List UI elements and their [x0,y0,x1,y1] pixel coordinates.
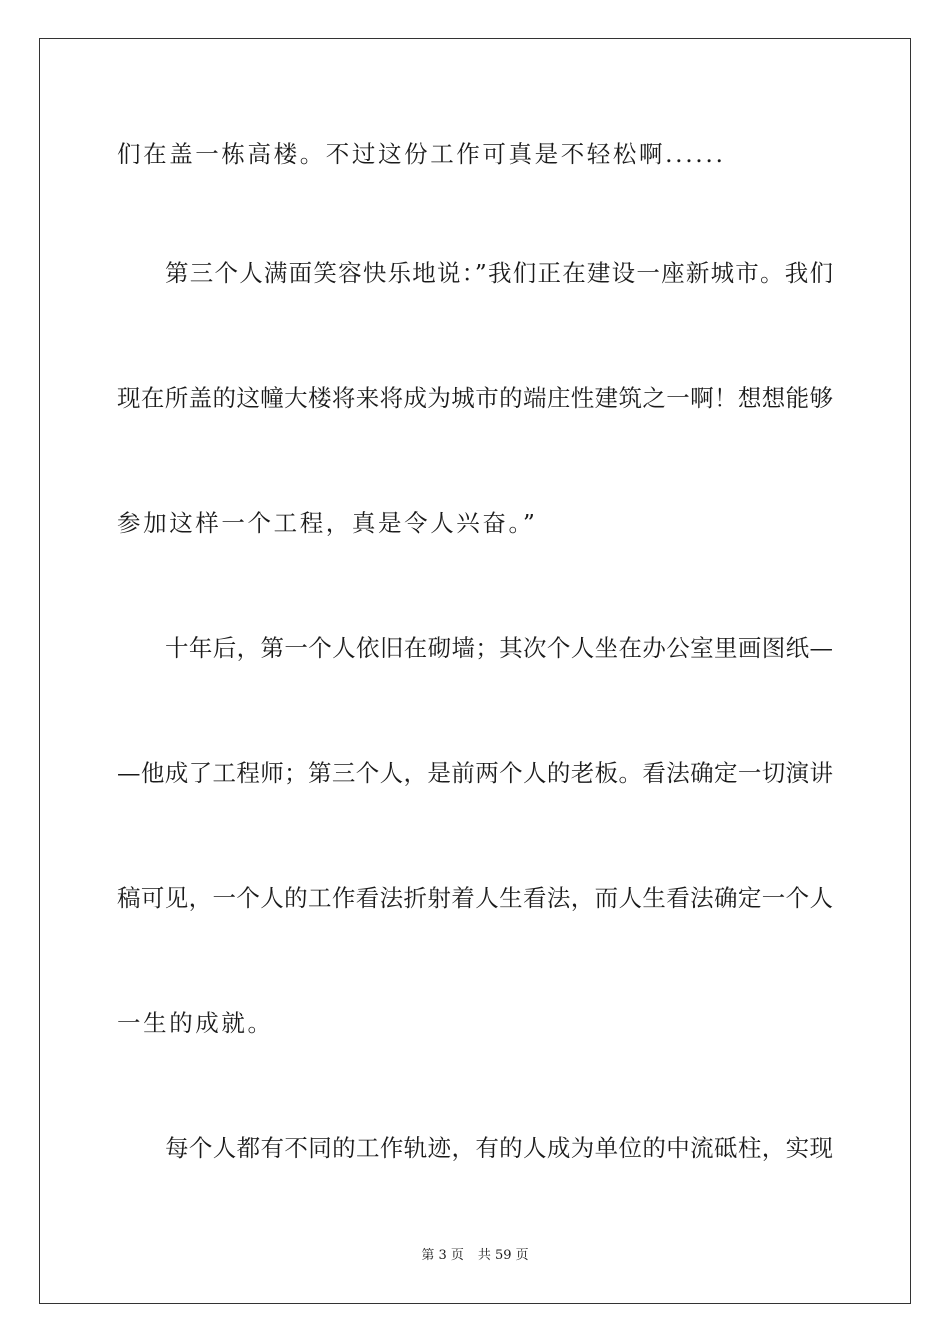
paragraph-line: 十年后，第一个人依旧在砌墙；其次个人坐在办公室里画图纸— [165,634,833,662]
paragraph-line: 第三个人满面笑容快乐地说：”我们正在建设一座新城市。我们 [165,259,833,287]
paragraph-line: 们在盖一栋高楼。不过这份工作可真是不轻松啊...... [117,140,726,168]
page-border [39,38,911,1304]
page-total: 共 59 页 [477,1248,529,1263]
paragraph-line: 一生的成就。 [117,1009,274,1037]
paragraph-line: 每个人都有不同的工作轨迹，有的人成为单位的中流砥柱，实现 [165,1134,833,1162]
paragraph-line: —他成了工程师；第三个人，是前两个人的老板。看法确定一切演讲 [117,759,833,787]
paragraph-line: 参加这样一个工程，真是令人兴奋。” [117,509,538,537]
page-number: 第 3 页 [421,1248,464,1263]
paragraph-line: 现在所盖的这幢大楼将来将成为城市的端庄性建筑之一啊！想想能够 [117,384,833,412]
paragraph-line: 稿可见，一个人的工作看法折射着人生看法，而人生看法确定一个人 [117,884,833,912]
page-footer [0,1247,950,1265]
